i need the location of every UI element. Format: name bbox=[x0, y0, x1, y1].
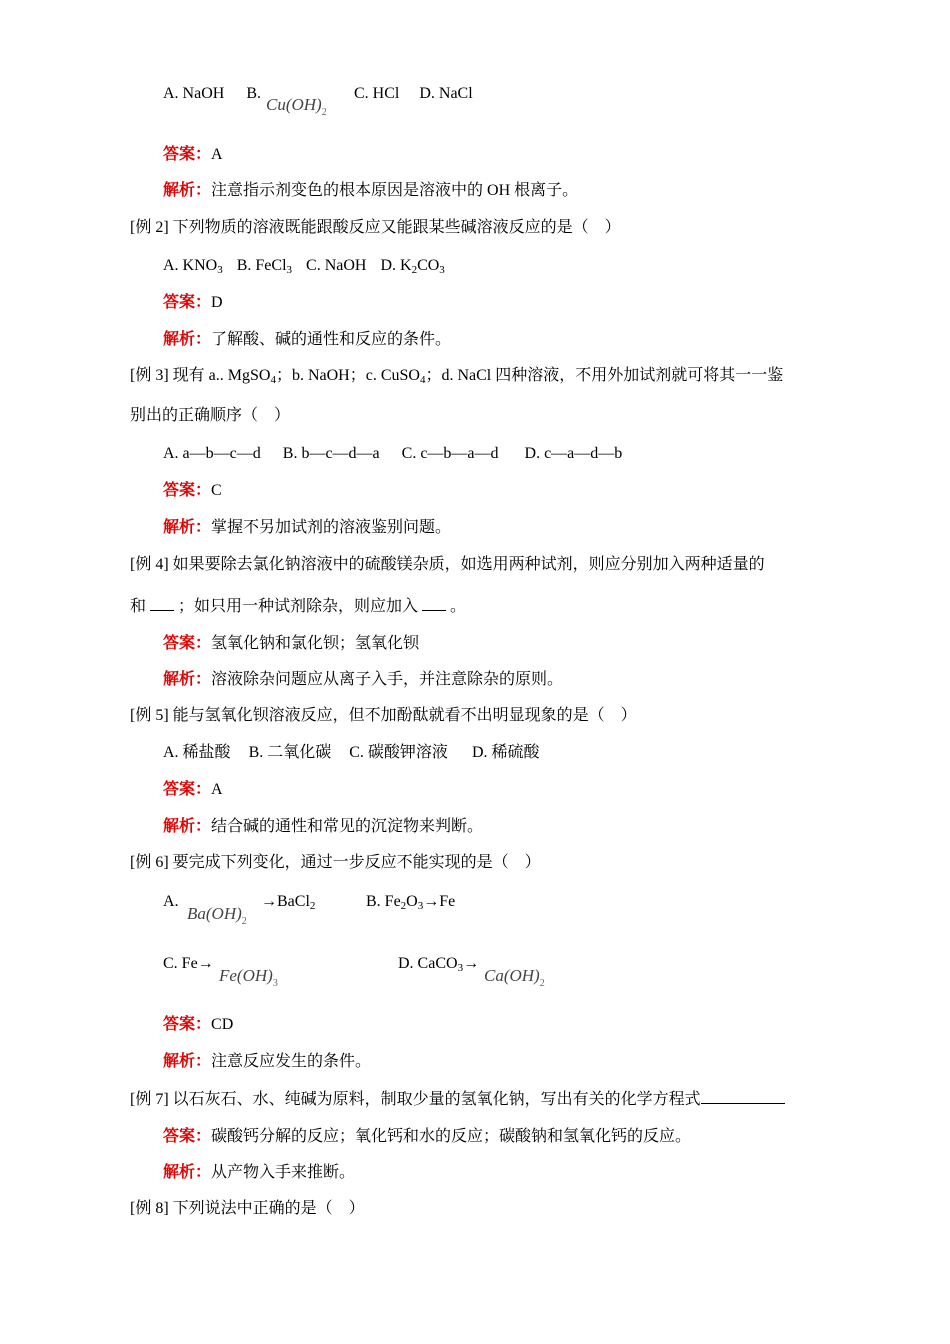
analysis-label: 解析： bbox=[163, 1053, 212, 1070]
q2-option-a: A. $KNO_3$ bbox=[163, 257, 223, 276]
analysis-label: 解析： bbox=[163, 519, 212, 536]
q3-option-b: B. b—c—d—a bbox=[282, 445, 380, 462]
q4-question-line1: [例 4] 如果要除去氯化钠溶液中的硫酸镁杂质，如选用两种试剂，则应分别加入两种适量的 bbox=[130, 556, 765, 573]
q5-option-a: A. 稀盐酸 bbox=[163, 744, 231, 761]
q2-option-d: D. $K_2CO_3$ bbox=[380, 257, 445, 276]
fill-blank bbox=[150, 596, 174, 611]
q3-option-c: C. c—b—a—d bbox=[401, 445, 499, 462]
q3-answer: 答案：C bbox=[163, 482, 222, 499]
q1-option-d: D. NaCl bbox=[419, 85, 473, 102]
q1-option-b-formula: $Cu(OH)_2$ bbox=[266, 95, 327, 118]
q1-option-a: A. NaOH bbox=[163, 85, 225, 102]
q6-option-a-formula: $Ba(OH)_2$ bbox=[187, 904, 247, 927]
q4-answer: 答案：氢氧化钠和氯化钡；氢氧化钡 bbox=[163, 635, 420, 652]
q3-options bbox=[163, 444, 622, 464]
q3-option-a: A. a—b—c—d bbox=[163, 445, 261, 462]
q8-question: [例 8] 下列说法中正确的是（ ） bbox=[130, 1200, 365, 1217]
q6-option-d-formula: $Ca(OH)_2$ bbox=[484, 966, 545, 989]
q6-option-d-prefix: D. CaCO$_3$→ bbox=[398, 955, 480, 974]
q5-option-b: B. 二氧化碳 bbox=[248, 744, 332, 761]
q2-answer: 答案：D bbox=[163, 294, 223, 311]
q6-option-a-product: →BaCl$_2$ bbox=[261, 893, 316, 912]
q3-question-line2: 别出的正确顺序（ ） bbox=[130, 407, 291, 424]
q3-analysis: 解析：掌握不另加试剂的溶液鉴别问题。 bbox=[163, 519, 452, 536]
q2-options bbox=[163, 256, 445, 276]
q1-option-b-prefix: B. bbox=[246, 85, 261, 102]
q5-option-c: C. 碳酸钾溶液 bbox=[349, 744, 448, 761]
q1-answer: 答案：A bbox=[163, 146, 223, 163]
q1-options bbox=[163, 84, 261, 104]
q5-question: [例 5] 能与氢氧化钡溶液反应，但不加酚酞就看不出明显现象的是（ ） bbox=[130, 707, 637, 724]
analysis-label: 解析： bbox=[163, 818, 212, 835]
answer-label: 答案： bbox=[163, 294, 212, 311]
q5-option-d: D. 稀硫酸 bbox=[471, 744, 540, 761]
q6-option-a-prefix: A. bbox=[163, 893, 179, 910]
q1-option-c: C. HCl bbox=[354, 85, 400, 102]
fill-blank bbox=[422, 596, 446, 611]
analysis-label: 解析： bbox=[163, 182, 212, 199]
q6-question: [例 6] 要完成下列变化，通过一步反应不能实现的是（ ） bbox=[130, 854, 541, 871]
q3-question-line1: [例 3] 现有 a.. MgSO$_4$；b. NaOH；c. CuSO$_4$；d. NaCl 四种溶液，不用外加试剂就可将其一一鉴 bbox=[130, 367, 784, 386]
q5-options bbox=[163, 743, 540, 763]
q3-option-d: D. c—a—d—b bbox=[524, 445, 623, 462]
q4-question-line2: 和 ；如只用一种试剂除杂，则应加入 。 bbox=[130, 598, 467, 615]
q6-option-c-formula: $Fe(OH)_3$ bbox=[219, 966, 278, 989]
q6-option-b: B. $Fe_2O_3\to Fe$ bbox=[366, 893, 456, 912]
q7-question: [例 7] 以石灰石、水、纯碱为原料，制取少量的氢氧化钠，写出有关的化学方程式 bbox=[130, 1089, 785, 1110]
analysis-label: 解析： bbox=[163, 671, 212, 688]
q2-option-b: B. FeCl$_3$ bbox=[236, 257, 293, 276]
q1-analysis: 解析：注意指示剂变色的根本原因是溶液中的 OH 根离子。 bbox=[163, 182, 579, 199]
q2-option-c: C. NaOH bbox=[306, 257, 367, 274]
q2-question: [例 2] 下列物质的溶液既能跟酸反应又能跟某些碱溶液反应的是（ ） bbox=[130, 219, 621, 236]
q2-analysis: 解析：了解酸、碱的通性和反应的条件。 bbox=[163, 331, 452, 348]
answer-label: 答案： bbox=[163, 146, 212, 163]
answer-label: 答案： bbox=[163, 1128, 212, 1145]
q6-analysis: 解析：注意反应发生的条件。 bbox=[163, 1053, 372, 1070]
answer-label: 答案： bbox=[163, 482, 212, 499]
q7-analysis: 解析：从产物入手来推断。 bbox=[163, 1164, 356, 1181]
analysis-label: 解析： bbox=[163, 331, 212, 348]
q4-analysis: 解析：溶液除杂问题应从离子入手，并注意除杂的原则。 bbox=[163, 671, 564, 688]
analysis-label: 解析： bbox=[163, 1164, 212, 1181]
answer-label: 答案： bbox=[163, 1016, 212, 1033]
answer-label: 答案： bbox=[163, 635, 212, 652]
q5-answer: 答案：A bbox=[163, 781, 223, 798]
q5-analysis: 解析：结合碱的通性和常见的沉淀物来判断。 bbox=[163, 818, 484, 835]
q6-option-c-prefix: C. Fe→ bbox=[163, 955, 214, 972]
q7-answer: 答案：碳酸钙分解的反应；氧化钙和水的反应；碳酸钠和氢氧化钙的反应。 bbox=[163, 1128, 692, 1145]
q6-answer: 答案：CD bbox=[163, 1016, 234, 1033]
fill-blank bbox=[701, 1089, 785, 1104]
answer-label: 答案： bbox=[163, 781, 212, 798]
q1-options-cd bbox=[354, 84, 473, 104]
